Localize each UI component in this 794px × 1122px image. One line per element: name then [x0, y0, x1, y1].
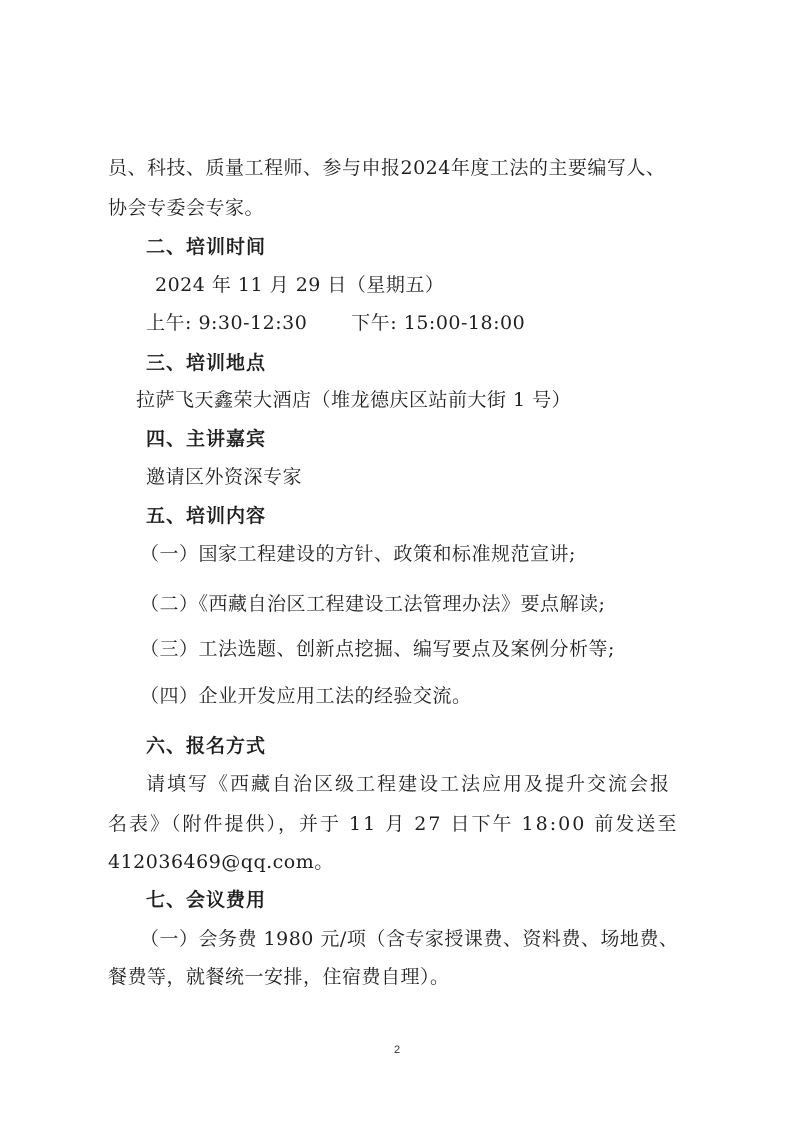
paragraph-line: （一）会务费 1980 元/项（含专家授课费、资料费、场地费、	[140, 928, 679, 950]
page-number: 2	[393, 1044, 401, 1056]
paragraph-line: 员、科技、质量工程师、参与申报2024年度工法的主要编写人、	[108, 157, 666, 179]
paragraph-line: 餐费等，就餐统一安排，住宿费自理）。	[108, 966, 450, 988]
content-item: （一）国家工程建设的方针、政策和标准规范宣讲;	[140, 543, 576, 565]
training-date: 2024 年 11 月 29 日（星期五）	[155, 274, 445, 296]
paragraph-line: 协会专委会专家。	[108, 197, 265, 219]
paragraph-line: 名表》（附件提供），并于 11 月 27 日下午 18:00 前发送至	[108, 813, 679, 835]
content-item: （四）企业开发应用工法的经验交流。	[140, 685, 472, 707]
afternoon-session: 下午: 15:00-18:00	[351, 312, 526, 334]
morning-session: 上午: 9:30-12:30	[146, 312, 308, 334]
section-heading-training-content: 五、培训内容	[146, 505, 267, 527]
section-heading-fees: 七、会议费用	[146, 889, 267, 911]
section-heading-speakers: 四、主讲嘉宾	[146, 428, 267, 450]
training-location: 拉萨飞天鑫荣大酒店（堆龙德庆区站前大街 1 号）	[136, 389, 572, 411]
content-item: （二）《西藏自治区工程建设工法管理办法》要点解读;	[140, 593, 606, 615]
paragraph-line: 请填写《西藏自治区级工程建设工法应用及提升交流会报	[146, 773, 672, 795]
registration-email: 412036469@qq.com。	[108, 851, 334, 873]
content-item: （三）工法选题、创新点挖掘、编写要点及案例分析等;	[140, 638, 615, 660]
section-heading-training-location: 三、培训地点	[146, 352, 267, 374]
section-heading-registration: 六、报名方式	[146, 735, 267, 757]
training-hours	[146, 310, 525, 336]
section-heading-training-time: 二、培训时间	[146, 236, 267, 258]
speakers: 邀请区外资深专家	[146, 466, 303, 488]
